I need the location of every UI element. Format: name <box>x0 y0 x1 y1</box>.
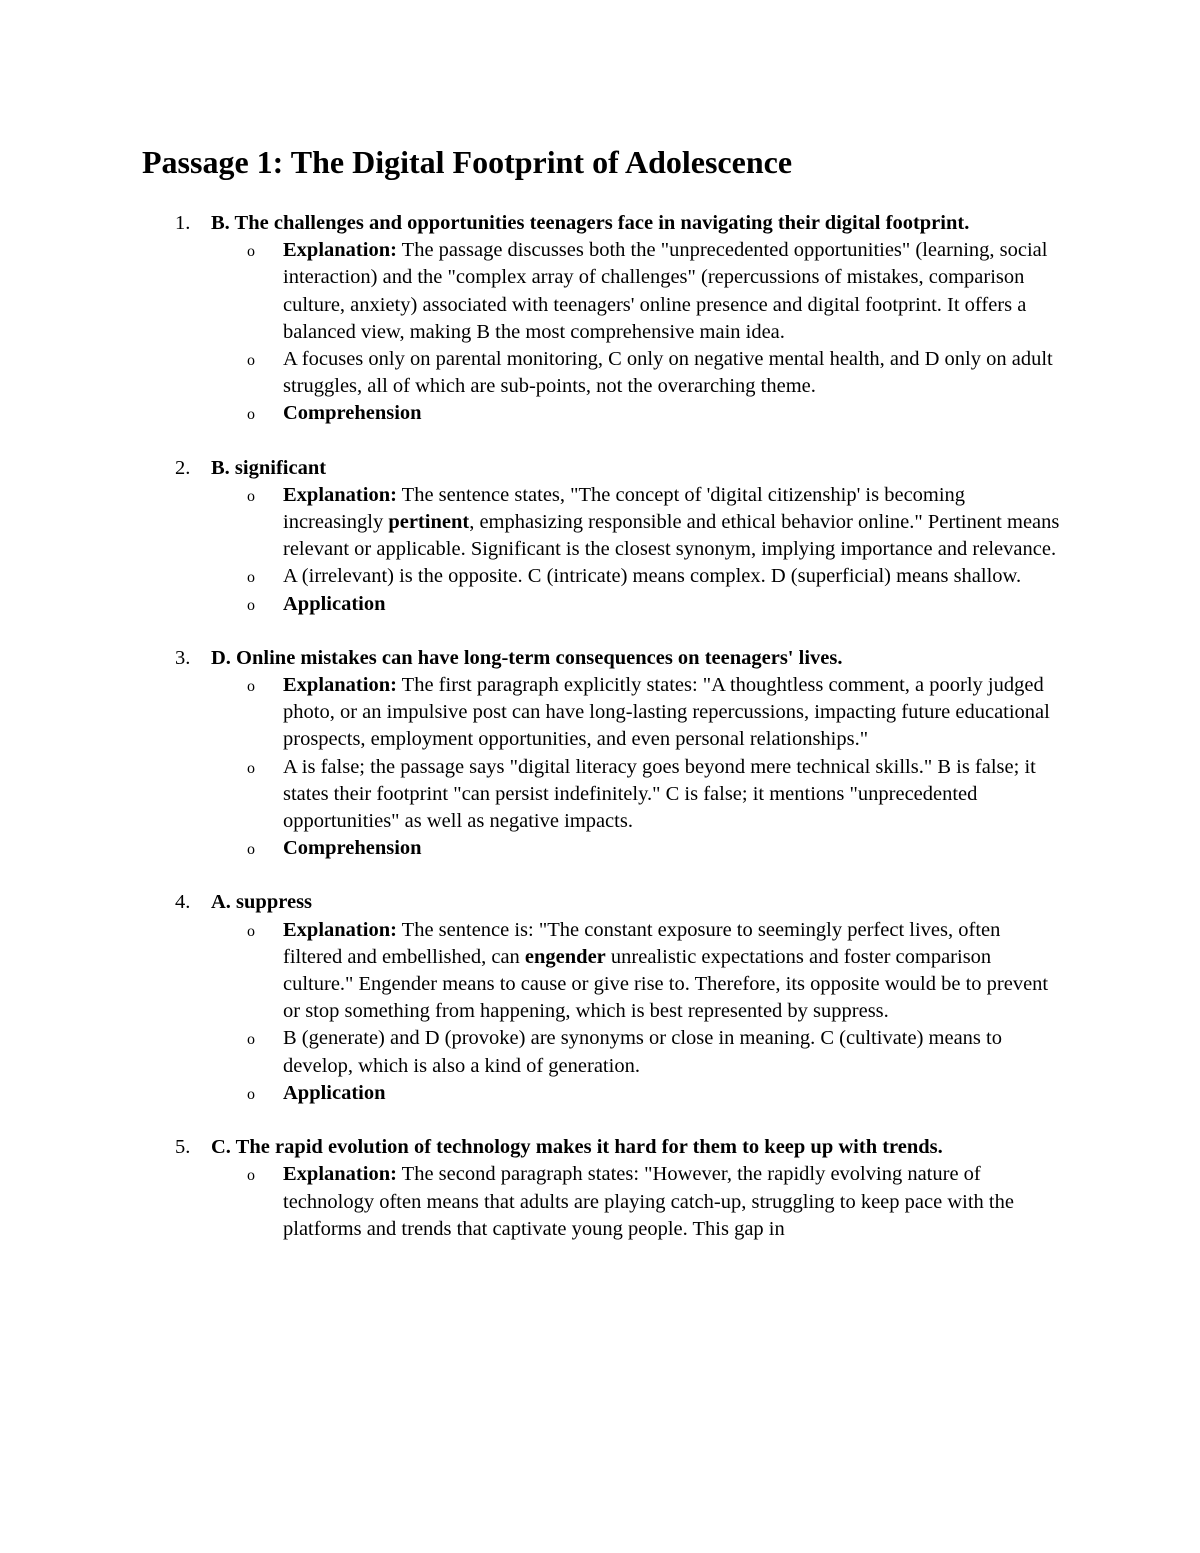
explanation-text <box>283 672 1063 754</box>
distractor-text: A focuses only on parental monitoring, C only on negative mental health, and D only on adult struggles, all of which are sub-points, not the overarching theme. <box>283 348 1053 398</box>
explanation-text <box>283 237 1063 346</box>
bullet-icon: o <box>247 841 255 859</box>
bullet-icon: o <box>247 678 255 696</box>
item-number: 1. <box>175 212 191 234</box>
bullet-icon: o <box>247 487 255 505</box>
item-number: 2. <box>175 456 191 479</box>
skill-label: Comprehension <box>283 837 422 860</box>
explanation-label: Explanation: <box>283 483 397 506</box>
distractor-item <box>0 563 1200 590</box>
page-title: Passage 1: The Digital Footprint of Adolescence <box>142 144 793 180</box>
explanation-item <box>0 482 1200 564</box>
explanation-item <box>0 672 1200 754</box>
distractor-text: A (irrelevant) is the opposite. C (intricate) means complex. D (superficial) means shallow. <box>283 565 1022 588</box>
skill-item <box>0 400 1200 427</box>
vocabulary-word: engender <box>524 945 606 968</box>
explanation-body: The passage discusses both the "unprecedented opportunities" (learning, social interaction) and the "complex array of challenges" (repercussions of mistakes, comparison culture, anxiety) associated with teenagers' online presence and digital footprint. It offers a balanced view, making B the most comprehensive main idea. <box>283 239 1048 343</box>
bullet-icon: o <box>247 569 255 587</box>
bullet-icon: o <box>247 596 255 614</box>
answer-item <box>0 645 1200 863</box>
explanation-item <box>0 237 1200 346</box>
explanation-text <box>283 482 1063 564</box>
explanation-label: Explanation: <box>283 674 397 697</box>
item-number: 4. <box>175 891 191 914</box>
correct-answer: A. suppress <box>211 891 313 914</box>
vocabulary-word: pertinent <box>388 511 470 534</box>
correct-answer: B. The challenges and opportunities teenagers face in navigating their digital footprint. <box>211 212 970 234</box>
explanation-item <box>0 917 1200 1026</box>
skill-item <box>0 1080 1200 1107</box>
bullet-icon: o <box>247 406 255 424</box>
answer-item <box>0 1134 1200 1243</box>
answer-list <box>0 210 1200 1270</box>
skill-item <box>0 591 1200 618</box>
distractor-text: A is false; the passage says "digital literacy goes beyond mere technical skills." B is false; it states their footprint "can persist indefinitely." C is false; it mentions "unprecedented opportunities" as well as negative impacts. <box>283 755 1036 833</box>
item-number: 3. <box>175 646 191 669</box>
skill-label: Application <box>283 1081 386 1104</box>
bullet-icon: o <box>247 1085 255 1103</box>
sub-list <box>0 1161 1200 1243</box>
skill-item <box>0 835 1200 862</box>
bullet-icon: o <box>247 1031 255 1049</box>
bullet-icon: o <box>247 352 255 370</box>
explanation-body: The sentence states, "The concept of 'digital citizenship' is becoming increasingly <box>283 483 966 534</box>
explanation-label: Explanation: <box>283 918 397 941</box>
answer-item <box>0 455 1200 618</box>
distractor-item <box>0 346 1200 400</box>
sub-list <box>0 917 1200 1107</box>
sub-list <box>0 672 1200 862</box>
sub-list <box>0 237 1200 427</box>
answer-item <box>0 889 1200 1107</box>
bullet-icon: o <box>247 243 255 261</box>
skill-label: Comprehension <box>283 402 422 425</box>
bullet-icon: o <box>247 759 255 777</box>
distractor-item <box>0 754 1200 836</box>
skill-label: Application <box>283 592 386 615</box>
explanation-text <box>283 917 1063 1026</box>
explanation-item <box>0 1161 1200 1243</box>
distractor-text: B (generate) and D (provoke) are synonyms or close in meaning. C (cultivate) means to develop, which is also a kind of generation. <box>283 1027 1002 1077</box>
distractor-item <box>0 1025 1200 1079</box>
bullet-icon: o <box>247 922 255 940</box>
item-number: 5. <box>175 1136 191 1159</box>
correct-answer: C. The rapid evolution of technology makes it hard for them to keep up with trends. <box>211 1136 943 1159</box>
answer-item <box>0 210 1200 428</box>
explanation-body: unrealistic expectations and foster comparison culture." Engender means to cause or give rise to. Therefore, its opposite would be to prevent or stop something from happening, which is best represented by suppress. <box>283 945 1049 1023</box>
explanation-body: The second paragraph states: "However, the rapidly evolving nature of technology often means that adults are playing catch-up, struggling to keep pace with the platforms and trends that captivate young people. This gap in <box>283 1163 1014 1240</box>
sub-list <box>0 482 1200 618</box>
explanation-label: Explanation: <box>283 239 397 262</box>
correct-answer: B. significant <box>211 456 327 479</box>
explanation-body: The sentence is: "The constant exposure to seemingly perfect lives, often filtered and embellished, can <box>283 918 1001 968</box>
explanation-body: , emphasizing responsible and ethical behavior online." Pertinent means relevant or applicable. Significant is the closest synonym, implying importance and relevance. <box>283 511 1060 561</box>
explanation-label: Explanation: <box>283 1163 397 1186</box>
explanation-text <box>283 1161 1063 1243</box>
correct-answer: D. Online mistakes can have long-term consequences on teenagers' lives. <box>211 646 843 669</box>
explanation-body: The first paragraph explicitly states: "A thoughtless comment, a poorly judged photo, or an impulsive post can have long-lasting repercussions, impacting future educational prospects, employment opportunities, and even personal relationships." <box>283 674 1050 751</box>
bullet-icon: o <box>247 1167 255 1185</box>
